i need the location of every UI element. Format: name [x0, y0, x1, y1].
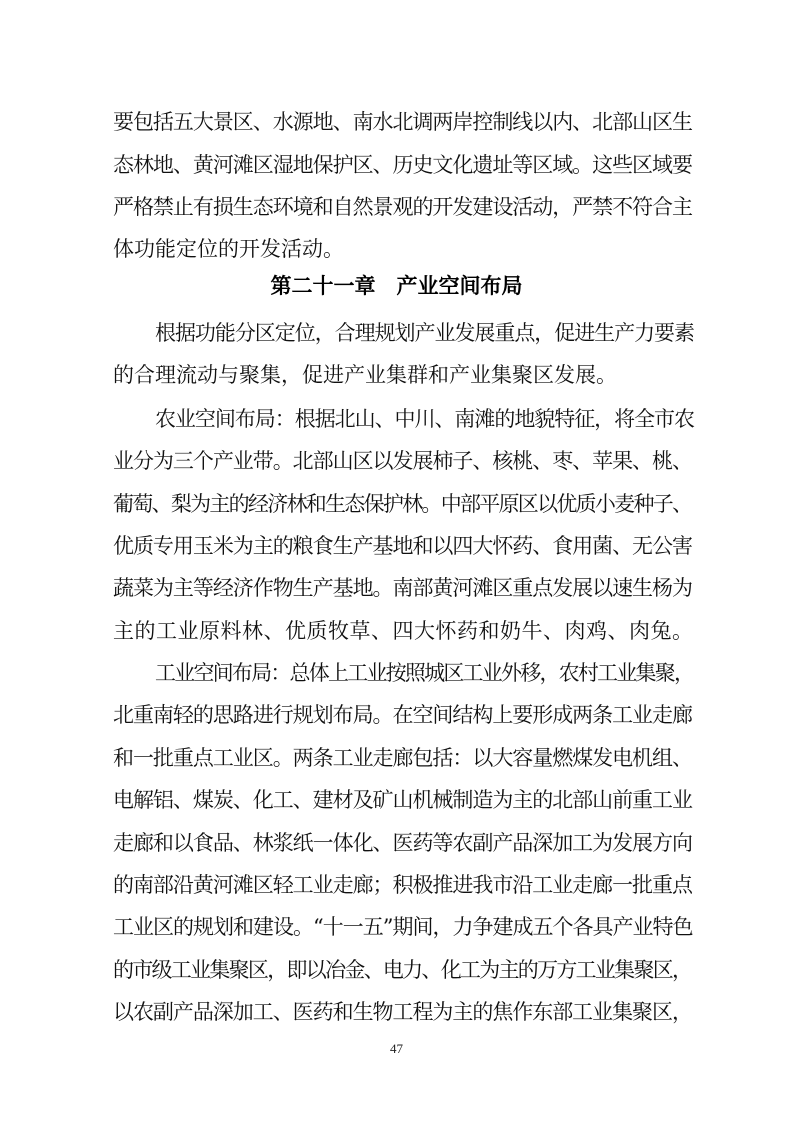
paragraph-4-line-5: 走廊和以食品、林浆纸一体化、医药等农副产品深加工为发展方向 — [113, 831, 692, 855]
paragraph-1-line-2: 态林地、黄河滩区湿地保护区、历史文化遗址等区域。这些区域要 — [113, 153, 692, 177]
page-number: 47 — [390, 1041, 403, 1056]
paragraph-4-line-8: 的市级工业集聚区，即以冶金、电力、化工为主的万方工业集聚区， — [113, 958, 692, 982]
paragraph-3-line-3: 葡萄、梨为主的经济林和生态保护林。中部平原区以优质小麦种子、 — [113, 492, 692, 516]
paragraph-4-line-9: 以农副产品深加工、医药和生物工程为主的焦作东部工业集聚区， — [113, 1000, 692, 1024]
paragraph-1-line-3: 严格禁止有损生态环境和自然景观的开发建设活动，严禁不符合主 — [113, 195, 692, 219]
paragraph-1-line-4: 体功能定位的开发活动。 — [113, 237, 344, 261]
paragraph-3-line-1: 农业空间布局：根据北山、中川、南滩的地貌特征，将全市农 — [155, 407, 694, 431]
paragraph-4-line-3: 和一批重点工业区。两条工业走廊包括：以大容量燃煤发电机组、 — [113, 746, 692, 770]
paragraph-2-line-1: 根据功能分区定位，合理规划产业发展重点，促进生产力要素 — [155, 321, 694, 345]
paragraph-3-line-4: 优质专用玉米为主的粮食生产基地和以四大怀药、食用菌、无公害 — [113, 534, 692, 558]
paragraph-2-line-2: 的合理流动与聚集，促进产业集群和产业集聚区发展。 — [113, 363, 617, 387]
paragraph-4-line-7: 工业区的规划和建设。“十一五”期间，力争建成五个各具产业特色 — [113, 915, 693, 939]
paragraph-3-line-2: 业分为三个产业带。北部山区以发展柿子、核桃、枣、苹果、桃、 — [113, 449, 692, 473]
paragraph-4-line-6: 的南部沿黄河滩区轻工业走廊；积极推进我市沿工业走廊一批重点 — [113, 873, 692, 897]
paragraph-4-line-1: 工业空间布局：总体上工业按照城区工业外移，农村工业集聚， — [155, 661, 694, 685]
paragraph-3-line-6: 主的工业原料林、优质牧草、四大怀药和奶牛、肉鸡、肉兔。 — [113, 619, 694, 643]
paragraph-4-line-4: 电解铝、煤炭、化工、建材及矿山机械制造为主的北部山前重工业 — [113, 788, 692, 812]
paragraph-3-line-5: 蔬菜为主等经济作物生产基地。南部黄河滩区重点发展以速生杨为 — [113, 576, 692, 600]
paragraph-4-line-2: 北重南轻的思路进行规划布局。在空间结构上要形成两条工业走廊 — [113, 703, 692, 727]
chapter-title: 第二十一章 产业空间布局 — [270, 274, 523, 298]
paragraph-1-line-1: 要包括五大景区、水源地、南水北调两岸控制线以内、北部山区生 — [113, 110, 692, 134]
